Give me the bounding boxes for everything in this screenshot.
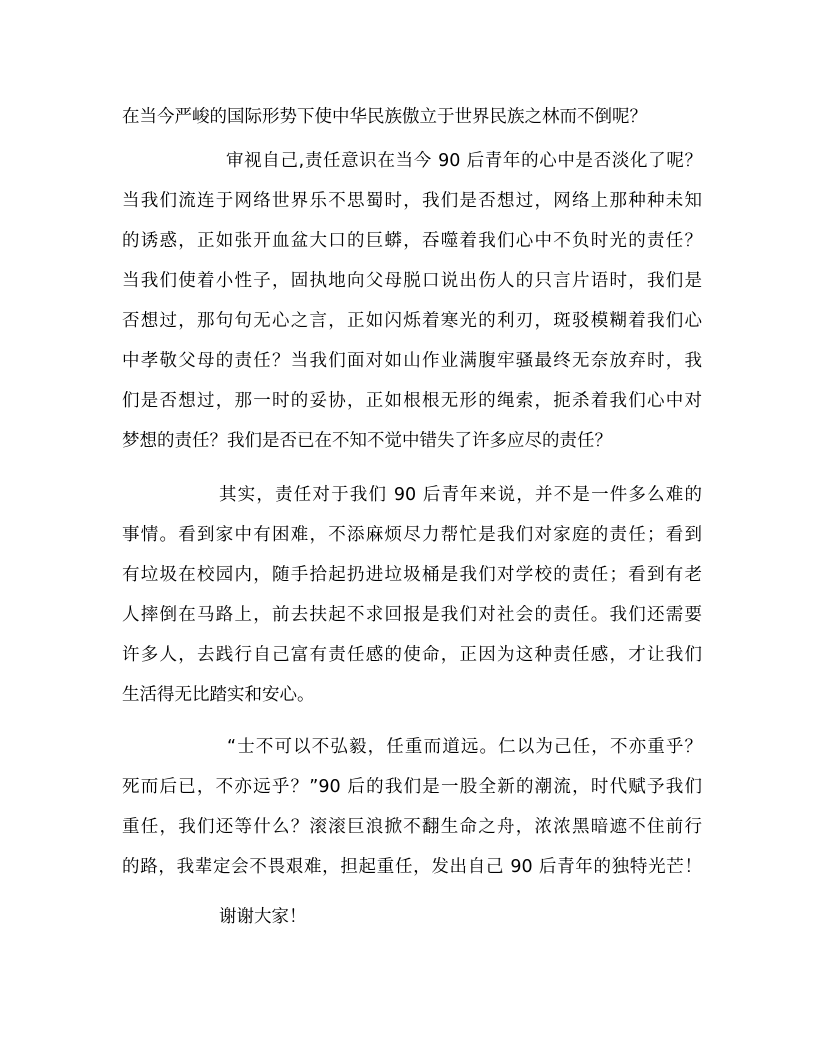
text-line: 当我们流连于网络世界乐不思蜀时，我们是否想过，网络上那种种未知	[122, 191, 702, 211]
text-line: 在当今严峻的国际形势下使中华民族傲立于世界民族之林而不倒呢？	[122, 107, 647, 127]
text-line: 中孝敬父母的责任？当我们面对如山作业满腹牢骚最终无奈放弃时，我	[122, 351, 702, 371]
text-line: 事情。看到家中有困难，不添麻烦尽力帮忙是我们对家庭的责任；看到	[122, 525, 702, 545]
paragraph-first-line: 其实，责任对于我们 90 后青年来说，并不是一件多么难的	[219, 485, 702, 505]
text-line: 重任，我们还等什么？滚滚巨浪掀不翻生命之舟，浓浓黑暗遮不住前行	[122, 817, 702, 837]
text-line: 当我们使着小性子，固执地向父母脱口说出伤人的只言片语时，我们是	[122, 271, 702, 291]
text-line: 死而后已，不亦远乎？”90 后的我们是一股全新的潮流，时代赋予我们	[122, 777, 702, 797]
text-line: 梦想的责任？我们是否已在不知不觉中错失了许多应尽的责任？	[122, 431, 612, 451]
text-line: 人摔倒在马路上，前去扶起不求回报是我们对社会的责任。我们还需要	[122, 605, 702, 625]
text-line: 的诱惑，正如张开血盆大口的巨蟒，吞噬着我们心中不负时光的责任？	[122, 231, 702, 251]
text-line: 的路，我辈定会不畏艰难，担起重任，发出自己 90 后青年的独特光芒！	[122, 857, 702, 877]
text-line: 们是否想过，那一时的妥协，正如根根无形的绳索，扼杀着我们心中对	[122, 391, 702, 411]
text-line: 否想过，那句句无心之言，正如闪烁着寒光的利刃，斑驳模糊着我们心	[122, 311, 702, 331]
text-line: 有垃圾在校园内，随手拾起扔进垃圾桶是我们对学校的责任；看到有老	[122, 565, 702, 585]
text-line: 许多人，去践行自己富有责任感的使命，正因为这种责任感，才让我们	[122, 645, 702, 665]
text-line: 生活得无比踏实和安心。	[122, 685, 315, 705]
paragraph-first-line: “士不可以不弘毅，任重而道远。仁以为己任，不亦重乎？	[227, 737, 702, 757]
paragraph-first-line: 审视自己,责任意识在当今 90 后青年的心中是否淡化了呢？	[226, 151, 702, 171]
closing-line: 谢谢大家！	[219, 907, 307, 927]
